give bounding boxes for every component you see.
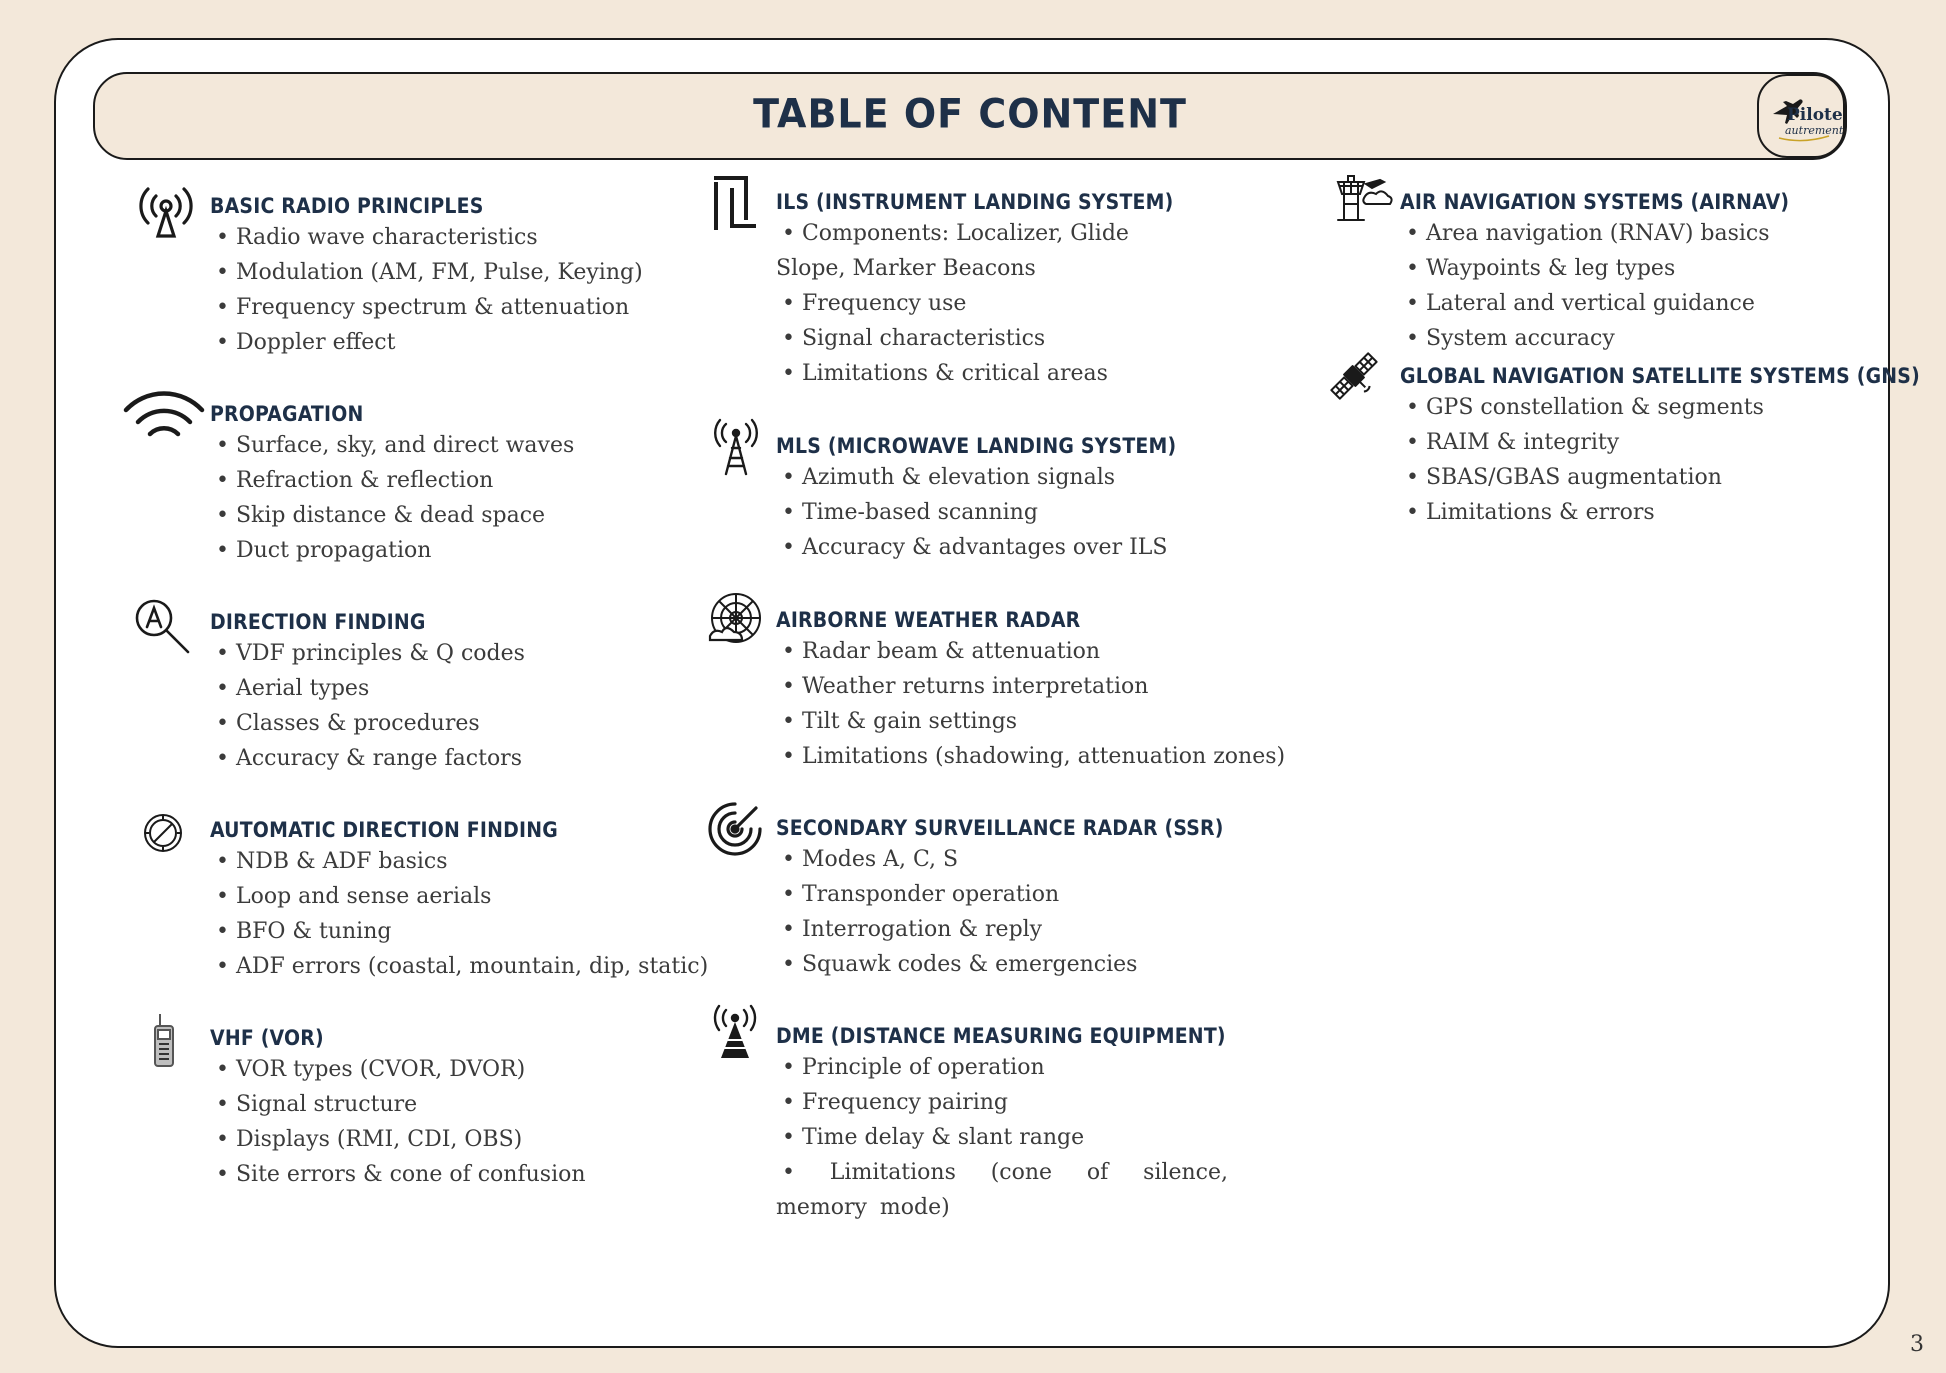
topic-item: • Time delay & slant range xyxy=(782,1125,1085,1150)
section-title: ILS (INSTRUMENT LANDING SYSTEM) xyxy=(776,190,1174,214)
magnifier-arrow-icon xyxy=(130,596,194,660)
topic-item: • Limitations & errors xyxy=(1406,500,1655,525)
compass-icon xyxy=(142,812,184,854)
topic-item: • VOR types (CVOR, DVOR) xyxy=(216,1057,526,1082)
section-title: DIRECTION FINDING xyxy=(210,610,426,634)
topic-item: • SBAS/GBAS augmentation xyxy=(1406,465,1722,490)
ils-symbol-icon xyxy=(712,174,756,230)
topic-item: • Interrogation & reply xyxy=(782,917,1043,942)
section-title: AUTOMATIC DIRECTION FINDING xyxy=(210,818,558,842)
topic-item: • Lateral and vertical guidance xyxy=(1406,291,1755,316)
topic-list xyxy=(776,634,1285,774)
topic-item: • Displays (RMI, CDI, OBS) xyxy=(216,1127,523,1152)
section-title: VHF (VOR) xyxy=(210,1026,324,1050)
logo-text: Pilote xyxy=(1787,105,1843,125)
handheld-radio-icon xyxy=(152,1012,176,1068)
topic-item: • Duct propagation xyxy=(216,538,432,563)
topic-item: • Components: Localizer, Glide Slope, Marker Beacons xyxy=(776,221,1129,281)
signal-cone-icon xyxy=(710,1004,760,1060)
topic-item: • Limitations & critical areas xyxy=(782,361,1108,386)
satellite-icon xyxy=(1324,346,1384,406)
topic-item: • System accuracy xyxy=(1406,326,1615,351)
wifi-waves-icon xyxy=(122,388,206,444)
section-title: MLS (MICROWAVE LANDING SYSTEM) xyxy=(776,434,1177,458)
topic-item: • Loop and sense aerials xyxy=(216,884,492,909)
radar-sweep-icon xyxy=(706,800,764,858)
topic-item: • Accuracy & advantages over ILS xyxy=(782,535,1168,560)
section-title: DME (DISTANCE MEASURING EQUIPMENT) xyxy=(776,1024,1226,1048)
section-title: AIRBORNE WEATHER RADAR xyxy=(776,608,1081,632)
topic-item: • Signal characteristics xyxy=(782,326,1046,351)
topic-item: • Modulation (AM, FM, Pulse, Keying) xyxy=(216,260,643,285)
topic-item: • Frequency spectrum & attenuation xyxy=(216,295,630,320)
topic-list xyxy=(216,220,643,360)
topic-list xyxy=(216,1052,586,1192)
topic-item: • Azimuth & elevation signals xyxy=(782,465,1116,490)
control-tower-icon xyxy=(1324,172,1394,230)
topic-list xyxy=(776,1050,1228,1225)
transmitter-tower-icon xyxy=(712,418,760,476)
section-title: PROPAGATION xyxy=(210,402,364,426)
topic-list xyxy=(1406,216,1770,356)
topic-item: • Weather returns interpretation xyxy=(782,674,1149,699)
topic-item: • Aerial types xyxy=(216,676,370,701)
topic-item: • Waypoints & leg types xyxy=(1406,256,1676,281)
topic-item: • Time-based scanning xyxy=(782,500,1038,525)
page-title: TABLE OF CONTENT xyxy=(753,90,1187,138)
topic-item: • Modes A, C, S xyxy=(782,847,959,872)
weather-radar-icon xyxy=(706,592,766,648)
topic-list xyxy=(216,428,574,568)
header-banner xyxy=(93,72,1847,160)
topic-list xyxy=(216,844,708,984)
section-title: BASIC RADIO PRINCIPLES xyxy=(210,194,484,218)
topic-item: • Site errors & cone of confusion xyxy=(216,1162,586,1187)
topic-item: • Radio wave characteristics xyxy=(216,225,538,250)
topic-list xyxy=(776,842,1137,982)
topic-item: • Classes & procedures xyxy=(216,711,480,736)
topic-item: • Skip distance & dead space xyxy=(216,503,546,528)
topic-item: • Frequency use xyxy=(782,291,967,316)
topic-list xyxy=(1406,390,1764,530)
topic-list xyxy=(776,216,1196,391)
logo xyxy=(1757,74,1845,158)
topic-item: • RAIM & integrity xyxy=(1406,430,1620,455)
section-title: GLOBAL NAVIGATION SATELLITE SYSTEMS (GNS) xyxy=(1400,364,1920,388)
topic-item: • Doppler effect xyxy=(216,330,396,355)
topic-item: • Limitations (cone of silence, memory mode) xyxy=(776,1160,1228,1220)
topic-item: • BFO & tuning xyxy=(216,919,392,944)
topic-item: • NDB & ADF basics xyxy=(216,849,448,874)
topic-item: • Limitations (shadowing, attenuation zones) xyxy=(782,744,1286,769)
topic-item: • Squawk codes & emergencies xyxy=(782,952,1138,977)
topic-item: • VDF principles & Q codes xyxy=(216,641,525,666)
topic-item: • Frequency pairing xyxy=(782,1090,1008,1115)
topic-item: • Signal structure xyxy=(216,1092,418,1117)
page-number: 3 xyxy=(1910,1332,1924,1357)
topic-item: • Transponder operation xyxy=(782,882,1060,907)
logo-subtext: autrement xyxy=(1785,124,1844,137)
topic-item: • GPS constellation & segments xyxy=(1406,395,1764,420)
topic-item: • Refraction & reflection xyxy=(216,468,494,493)
topic-item: • Principle of operation xyxy=(782,1055,1045,1080)
section-title: AIR NAVIGATION SYSTEMS (AIRNAV) xyxy=(1400,190,1790,214)
topic-list xyxy=(776,460,1167,565)
topic-item: • Area navigation (RNAV) basics xyxy=(1406,221,1770,246)
topic-item: • Accuracy & range factors xyxy=(216,746,522,771)
topic-item: • Surface, sky, and direct waves xyxy=(216,433,575,458)
radio-antenna-icon xyxy=(134,180,198,244)
topic-item: • Tilt & gain settings xyxy=(782,709,1018,734)
topic-item: • ADF errors (coastal, mountain, dip, static) xyxy=(216,954,709,979)
topic-list xyxy=(216,636,525,776)
section-title: SECONDARY SURVEILLANCE RADAR (SSR) xyxy=(776,816,1224,840)
topic-item: • Radar beam & attenuation xyxy=(782,639,1101,664)
